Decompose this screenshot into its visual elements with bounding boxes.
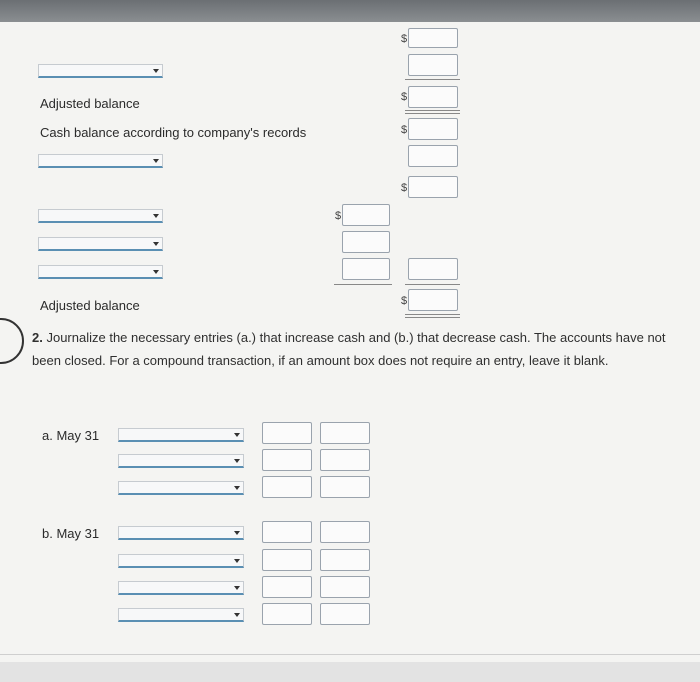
entry-a-debit-3[interactable] — [262, 476, 312, 498]
double-rule — [405, 317, 460, 318]
cash-balance-label: Cash balance according to company's records — [40, 125, 307, 140]
dollar-sign: $ — [401, 124, 408, 136]
entry-a-debit-1[interactable] — [262, 422, 312, 444]
entry-a-account-1[interactable] — [118, 428, 244, 442]
total-rule — [405, 284, 460, 285]
adjustment-total-box[interactable] — [408, 258, 458, 280]
account-dropdown-1[interactable] — [38, 64, 163, 78]
entry-b-credit-1[interactable] — [320, 521, 370, 543]
total-rule — [334, 284, 392, 285]
entry-a-account-2[interactable] — [118, 454, 244, 468]
chevron-down-icon — [234, 559, 240, 563]
adjustment-box-1[interactable] — [342, 204, 390, 226]
entry-a-credit-3[interactable] — [320, 476, 370, 498]
question-number: 2. — [32, 330, 43, 345]
cash-balance-box[interactable] — [408, 118, 458, 140]
chevron-down-icon — [234, 613, 240, 617]
chevron-down-icon — [153, 69, 159, 73]
account-dropdown-2[interactable] — [38, 154, 163, 168]
double-rule — [405, 314, 460, 315]
account-dropdown-3[interactable] — [38, 209, 163, 223]
chevron-down-icon — [234, 459, 240, 463]
entry-b-credit-4[interactable] — [320, 603, 370, 625]
entry-a-credit-2[interactable] — [320, 449, 370, 471]
adjustment-box-2[interactable] — [342, 231, 390, 253]
account-dropdown-4[interactable] — [38, 237, 163, 251]
entry-b-debit-4[interactable] — [262, 603, 312, 625]
adjusted-balance-box-1[interactable] — [408, 86, 458, 108]
chevron-down-icon — [234, 486, 240, 490]
adjusted-balance-label: Adjusted balance — [40, 96, 140, 111]
adjustment-box-3[interactable] — [342, 258, 390, 280]
chevron-down-icon — [153, 270, 159, 274]
total-rule — [405, 79, 460, 80]
dollar-sign: $ — [401, 295, 408, 307]
entry-b-debit-1[interactable] — [262, 521, 312, 543]
adjusted-balance-box-2[interactable] — [408, 289, 458, 311]
entry-a-credit-1[interactable] — [320, 422, 370, 444]
entry-a-debit-2[interactable] — [262, 449, 312, 471]
account-dropdown-5[interactable] — [38, 265, 163, 279]
chevron-down-icon — [153, 159, 159, 163]
chevron-down-icon — [153, 214, 159, 218]
chevron-down-icon — [234, 433, 240, 437]
entry-a-account-3[interactable] — [118, 481, 244, 495]
divider — [0, 654, 700, 655]
chevron-down-icon — [234, 586, 240, 590]
entry-b-account-3[interactable] — [118, 581, 244, 595]
entry-b-account-2[interactable] — [118, 554, 244, 568]
adjusted-balance-label: Adjusted balance — [40, 298, 140, 313]
entry-b-credit-2[interactable] — [320, 549, 370, 571]
dollar-sign: $ — [401, 182, 408, 194]
entry-a-date: a. May 31 — [42, 428, 100, 443]
entry-b-account-4[interactable] — [118, 608, 244, 622]
dollar-sign: $ — [335, 210, 342, 222]
amount-box-r4[interactable] — [408, 176, 458, 198]
entry-b-debit-2[interactable] — [262, 549, 312, 571]
entry-b-account-1[interactable] — [118, 526, 244, 540]
chevron-down-icon — [153, 242, 159, 246]
dollar-sign: $ — [401, 33, 408, 45]
entry-b-debit-3[interactable] — [262, 576, 312, 598]
entry-b-date: b. May 31 — [42, 526, 100, 541]
question-instructions — [32, 326, 692, 372]
amount-box-r3[interactable] — [408, 145, 458, 167]
chevron-down-icon — [234, 531, 240, 535]
double-rule — [405, 113, 460, 114]
amount-box-r2[interactable] — [408, 54, 458, 76]
question-text: Journalize the necessary entries (a.) that increase cash and (b.) that decrease cash. The accounts have not been closed. For a compound transaction, if an amount box does not require an entry, leave it blank. — [32, 330, 666, 368]
entry-b-credit-3[interactable] — [320, 576, 370, 598]
window-top-bar — [0, 0, 700, 24]
dollar-sign: $ — [401, 91, 408, 103]
amount-box-r1[interactable] — [408, 28, 458, 48]
double-rule — [405, 110, 460, 111]
bottom-band — [0, 662, 700, 682]
